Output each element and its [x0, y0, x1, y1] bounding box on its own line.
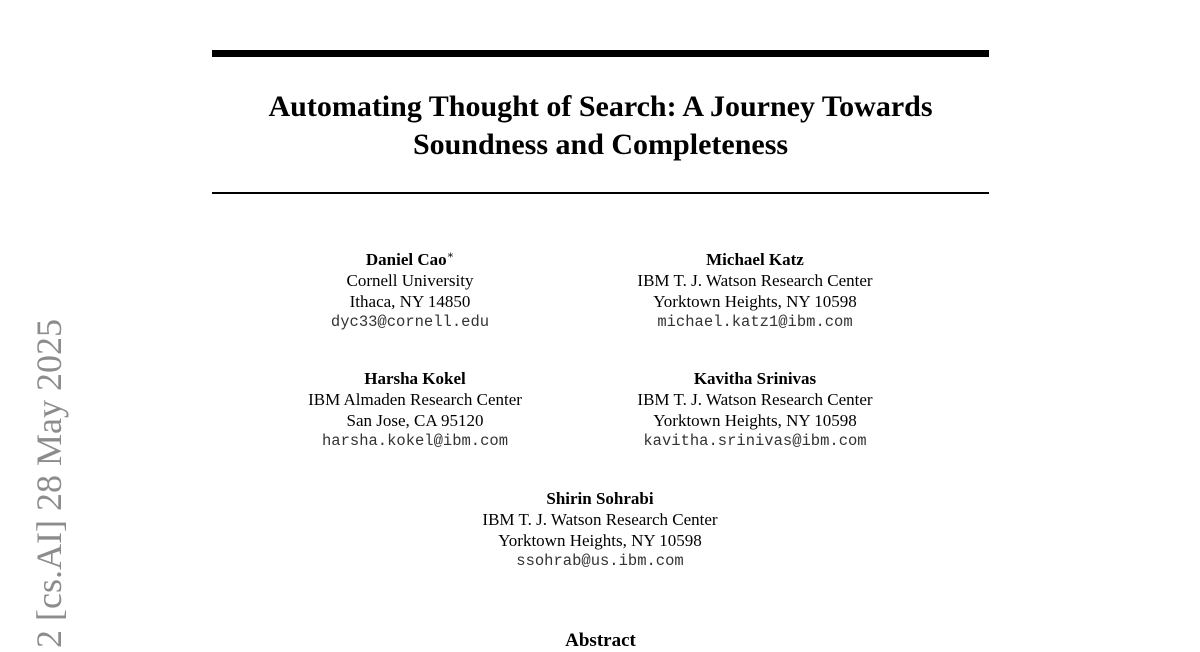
author-email: ssohrab@us.ibm.com [516, 552, 684, 570]
title-top-rule [212, 50, 989, 57]
author-email: michael.katz1@ibm.com [657, 313, 853, 331]
author-name: Michael Katz [706, 250, 804, 269]
author-block [590, 368, 920, 452]
footnote-mark: ∗ [446, 249, 455, 262]
author-address: San Jose, CA 95120 [346, 411, 484, 430]
author-affiliation: IBM T. J. Watson Research Center [637, 271, 873, 290]
paper-title-line-2: Soundness and Completeness [412, 128, 789, 161]
author-email: dyc33@cornell.edu [330, 313, 490, 331]
author-address: Yorktown Heights, NY 10598 [653, 292, 857, 311]
title-bottom-rule [212, 192, 989, 194]
paper-title-line-1: Automating Thought of Search: A Journey Towards [268, 90, 933, 123]
author-address: Ithaca, NY 14850 [349, 292, 471, 311]
author-address: Yorktown Heights, NY 10598 [653, 411, 857, 430]
author-block [270, 249, 550, 333]
author-affiliation: IBM Almaden Research Center [308, 390, 522, 409]
author-name: Harsha Kokel [364, 369, 466, 388]
paper-title [212, 88, 989, 164]
author-block [590, 249, 920, 333]
author-affiliation: IBM T. J. Watson Research Center [637, 390, 873, 409]
arxiv-identifier-stamp: 2 [cs.AI] 28 May 2025 [29, 319, 69, 648]
author-block [270, 368, 560, 452]
author-email: harsha.kokel@ibm.com [321, 432, 509, 450]
author-name: Kavitha Srinivas [693, 369, 817, 388]
author-address: Yorktown Heights, NY 10598 [498, 531, 702, 550]
author-name: Daniel Cao∗ [365, 249, 455, 269]
author-affiliation: Cornell University [346, 271, 474, 290]
author-block [435, 488, 765, 572]
author-name: Shirin Sohrabi [546, 489, 654, 508]
abstract-heading: Abstract [565, 630, 636, 651]
author-email: kavitha.srinivas@ibm.com [643, 432, 867, 450]
author-affiliation: IBM T. J. Watson Research Center [482, 510, 718, 529]
